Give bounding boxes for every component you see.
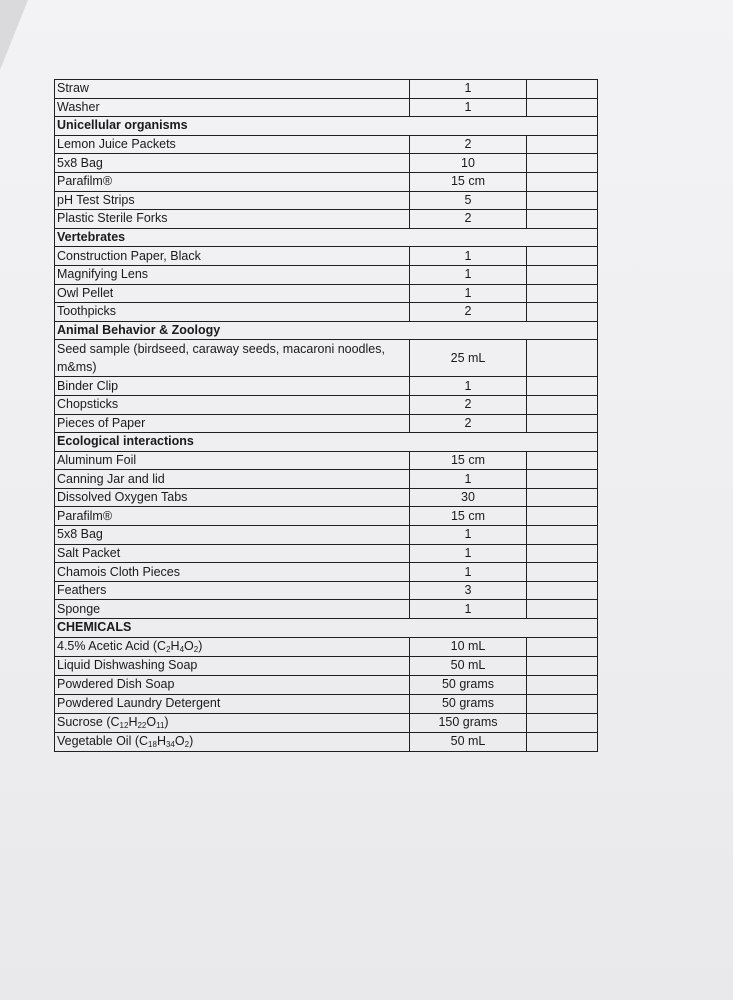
item-name: Liquid Dishwashing Soap bbox=[55, 656, 410, 675]
blank-cell bbox=[527, 526, 598, 545]
blank-cell bbox=[527, 303, 598, 322]
item-quantity: 15 cm bbox=[410, 451, 527, 470]
formula-element: H bbox=[170, 639, 180, 654]
blank-cell bbox=[527, 247, 598, 266]
item-quantity: 1 bbox=[410, 563, 527, 582]
blank-cell bbox=[527, 507, 598, 526]
formula-subscript: 2 bbox=[184, 740, 190, 750]
table-row bbox=[55, 377, 598, 396]
table-row bbox=[55, 713, 598, 732]
blank-cell bbox=[527, 732, 598, 751]
table-row bbox=[55, 80, 598, 99]
table-row bbox=[55, 247, 598, 266]
blank-cell bbox=[527, 80, 598, 99]
item-name-text: Vegetable Oil (C bbox=[57, 734, 149, 749]
item-quantity: 1 bbox=[410, 526, 527, 545]
table-row bbox=[55, 507, 598, 526]
item-quantity: 1 bbox=[410, 544, 527, 563]
table-row bbox=[55, 340, 598, 377]
section-header-row bbox=[55, 117, 598, 136]
blank-cell bbox=[527, 451, 598, 470]
blank-cell bbox=[527, 154, 598, 173]
item-quantity: 50 grams bbox=[410, 675, 527, 694]
table-row bbox=[55, 210, 598, 229]
item-name: Parafilm® bbox=[55, 172, 410, 191]
item-name: Magnifying Lens bbox=[55, 265, 410, 284]
item-quantity: 50 mL bbox=[410, 656, 527, 675]
item-quantity: 1 bbox=[410, 377, 527, 396]
blank-cell bbox=[527, 581, 598, 600]
item-name: Aluminum Foil bbox=[55, 451, 410, 470]
table-row bbox=[55, 265, 598, 284]
item-name: Washer bbox=[55, 98, 410, 117]
item-name: Salt Packet bbox=[55, 544, 410, 563]
item-name: Lemon Juice Packets bbox=[55, 135, 410, 154]
item-name-text: 4.5% Acetic Acid (C bbox=[57, 639, 167, 654]
item-quantity: 1 bbox=[410, 265, 527, 284]
item-quantity: 1 bbox=[410, 98, 527, 117]
blank-cell bbox=[527, 488, 598, 507]
formula-subscript: 12 bbox=[119, 721, 129, 731]
item-quantity: 10 bbox=[410, 154, 527, 173]
item-name: Chopsticks bbox=[55, 395, 410, 414]
item-quantity: 50 grams bbox=[410, 694, 527, 713]
item-name: Straw bbox=[55, 80, 410, 99]
table-row bbox=[55, 154, 598, 173]
item-quantity: 25 mL bbox=[410, 340, 527, 377]
table-row bbox=[55, 675, 598, 694]
item-name bbox=[55, 732, 410, 751]
item-name: Sponge bbox=[55, 600, 410, 619]
table-row bbox=[55, 191, 598, 210]
formula-element: H bbox=[156, 734, 166, 749]
supply-table-body bbox=[55, 80, 598, 752]
formula-element: O bbox=[146, 715, 157, 730]
formula-subscript: 34 bbox=[165, 740, 175, 750]
table-row bbox=[55, 563, 598, 582]
item-name: Pieces of Paper bbox=[55, 414, 410, 433]
blank-cell bbox=[527, 656, 598, 675]
item-name: Construction Paper, Black bbox=[55, 247, 410, 266]
section-header-row bbox=[55, 619, 598, 638]
blank-cell bbox=[527, 98, 598, 117]
formula-subscript: 2 bbox=[193, 645, 199, 655]
item-quantity: 1 bbox=[410, 600, 527, 619]
table-row bbox=[55, 656, 598, 675]
blank-cell bbox=[527, 600, 598, 619]
item-name: 5x8 Bag bbox=[55, 526, 410, 545]
blank-cell bbox=[527, 713, 598, 732]
formula-subscript: 11 bbox=[156, 721, 165, 731]
item-name: Dissolved Oxygen Tabs bbox=[55, 488, 410, 507]
table-row bbox=[55, 600, 598, 619]
item-quantity: 50 mL bbox=[410, 732, 527, 751]
item-quantity: 2 bbox=[410, 414, 527, 433]
blank-cell bbox=[527, 637, 598, 656]
table-row bbox=[55, 694, 598, 713]
table-row bbox=[55, 414, 598, 433]
blank-cell bbox=[527, 675, 598, 694]
table-row bbox=[55, 172, 598, 191]
item-name: Owl Pellet bbox=[55, 284, 410, 303]
blank-cell bbox=[527, 377, 598, 396]
item-quantity: 5 bbox=[410, 191, 527, 210]
item-quantity: 2 bbox=[410, 135, 527, 154]
item-name: pH Test Strips bbox=[55, 191, 410, 210]
blank-cell bbox=[527, 414, 598, 433]
item-name: Canning Jar and lid bbox=[55, 470, 410, 489]
item-quantity: 2 bbox=[410, 303, 527, 322]
table-row bbox=[55, 395, 598, 414]
item-quantity: 10 mL bbox=[410, 637, 527, 656]
item-quantity: 2 bbox=[410, 395, 527, 414]
section-title: Ecological interactions bbox=[55, 433, 598, 452]
table-row bbox=[55, 135, 598, 154]
item-name: Chamois Cloth Pieces bbox=[55, 563, 410, 582]
table-row bbox=[55, 544, 598, 563]
section-header-row bbox=[55, 321, 598, 340]
item-quantity: 15 cm bbox=[410, 507, 527, 526]
item-quantity: 1 bbox=[410, 470, 527, 489]
item-name: Seed sample (birdseed, caraway seeds, macaroni noodles, m&ms) bbox=[55, 340, 410, 377]
section-title: Vertebrates bbox=[55, 228, 598, 247]
item-name: Powdered Laundry Detergent bbox=[55, 694, 410, 713]
item-quantity: 30 bbox=[410, 488, 527, 507]
formula-element: ) bbox=[198, 639, 203, 654]
formula-subscript: 18 bbox=[148, 740, 157, 750]
section-title: Animal Behavior & Zoology bbox=[55, 321, 598, 340]
blank-cell bbox=[527, 395, 598, 414]
item-name: 5x8 Bag bbox=[55, 154, 410, 173]
item-quantity: 1 bbox=[410, 284, 527, 303]
item-name: Binder Clip bbox=[55, 377, 410, 396]
section-header-row bbox=[55, 433, 598, 452]
table-row bbox=[55, 637, 598, 656]
blank-cell bbox=[527, 135, 598, 154]
table-row bbox=[55, 284, 598, 303]
table-row bbox=[55, 451, 598, 470]
formula-element: ) bbox=[189, 734, 194, 749]
item-quantity: 3 bbox=[410, 581, 527, 600]
blank-cell bbox=[527, 544, 598, 563]
item-name: Parafilm® bbox=[55, 507, 410, 526]
formula-subscript: 22 bbox=[137, 721, 147, 731]
item-quantity: 1 bbox=[410, 80, 527, 99]
item-quantity: 15 cm bbox=[410, 172, 527, 191]
formula-subscript: 4 bbox=[179, 645, 185, 655]
formula-element: O bbox=[184, 639, 194, 654]
blank-cell bbox=[527, 172, 598, 191]
table-row bbox=[55, 581, 598, 600]
item-name: Powdered Dish Soap bbox=[55, 675, 410, 694]
table-row bbox=[55, 526, 598, 545]
section-header-row bbox=[55, 228, 598, 247]
item-name-text: Sucrose (C bbox=[57, 715, 120, 730]
item-quantity: 150 grams bbox=[410, 713, 527, 732]
blank-cell bbox=[527, 210, 598, 229]
item-quantity: 2 bbox=[410, 210, 527, 229]
blank-cell bbox=[527, 694, 598, 713]
page-corner-shadow bbox=[0, 0, 28, 70]
table-row bbox=[55, 470, 598, 489]
blank-cell bbox=[527, 563, 598, 582]
formula-element: O bbox=[174, 734, 185, 749]
blank-cell bbox=[527, 284, 598, 303]
item-quantity: 1 bbox=[410, 247, 527, 266]
formula-subscript: 2 bbox=[166, 645, 171, 655]
table-row bbox=[55, 732, 598, 751]
item-name bbox=[55, 713, 410, 732]
blank-cell bbox=[527, 340, 598, 377]
table-row bbox=[55, 488, 598, 507]
table-row bbox=[55, 98, 598, 117]
formula-element: ) bbox=[164, 715, 169, 730]
item-name bbox=[55, 637, 410, 656]
supply-table bbox=[54, 79, 598, 752]
item-name: Feathers bbox=[55, 581, 410, 600]
blank-cell bbox=[527, 470, 598, 489]
blank-cell bbox=[527, 191, 598, 210]
item-name: Toothpicks bbox=[55, 303, 410, 322]
item-name: Plastic Sterile Forks bbox=[55, 210, 410, 229]
table-row bbox=[55, 303, 598, 322]
section-title: Unicellular organisms bbox=[55, 117, 598, 136]
formula-element: H bbox=[128, 715, 138, 730]
section-title: CHEMICALS bbox=[55, 619, 598, 638]
blank-cell bbox=[527, 265, 598, 284]
